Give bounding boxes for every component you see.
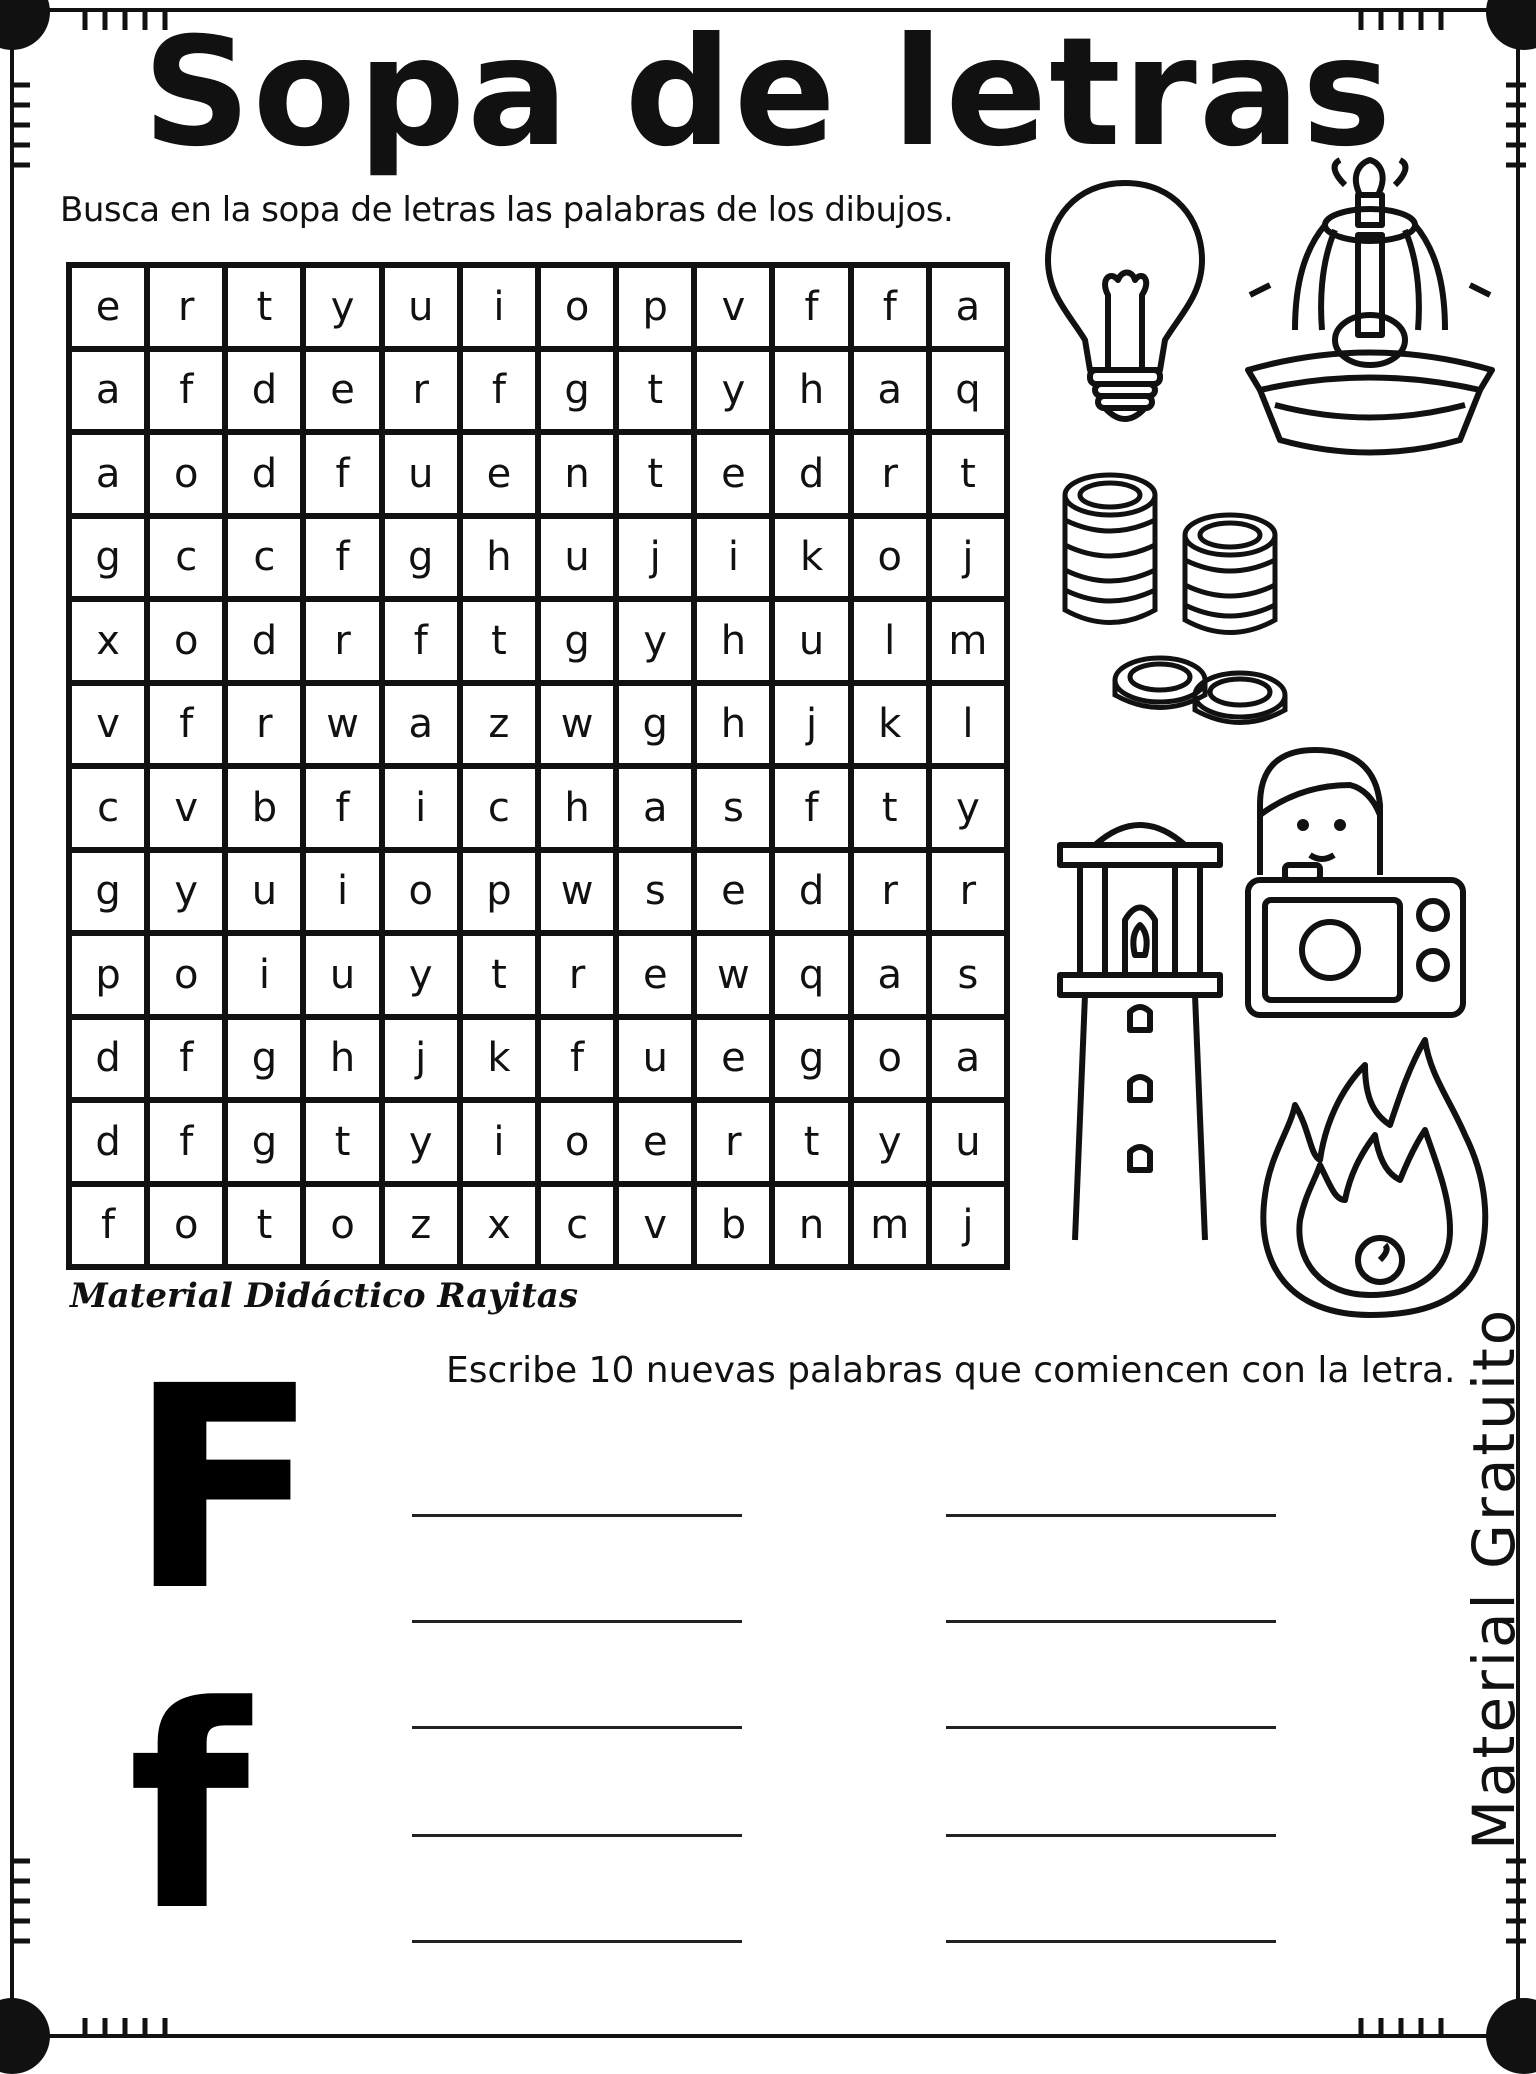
fountain-icon [1240,155,1500,469]
grid-cell[interactable]: x [72,602,144,680]
grid-cell[interactable]: u [385,435,457,513]
grid-cell[interactable]: y [385,1103,457,1181]
grid-cell[interactable]: w [541,853,613,931]
grid-cell[interactable]: q [932,352,1004,430]
grid-cell[interactable]: t [619,435,691,513]
grid-cell[interactable]: s [932,936,1004,1014]
grid-cell[interactable]: d [228,602,300,680]
grid-cell[interactable]: o [854,1020,926,1098]
grid-cell[interactable]: f [306,769,378,847]
grid-cell[interactable]: y [150,853,222,931]
grid-cell[interactable]: f [854,268,926,346]
grid-cell[interactable]: a [619,769,691,847]
grid-cell[interactable]: e [463,435,535,513]
grid-cell[interactable]: f [306,435,378,513]
grid-cell[interactable]: d [72,1103,144,1181]
grid-cell[interactable]: c [541,1187,613,1265]
grid-cell[interactable]: b [697,1187,769,1265]
grid-cell[interactable]: f [385,602,457,680]
grid-cell[interactable]: d [228,435,300,513]
grid-cell[interactable]: t [619,352,691,430]
writing-line[interactable] [412,1620,742,1623]
grid-cell[interactable]: t [854,769,926,847]
grid-cell[interactable]: p [619,268,691,346]
grid-cell[interactable]: o [150,602,222,680]
fire-icon [1250,1035,1495,1324]
grid-cell[interactable]: o [541,268,613,346]
grid-cell[interactable]: r [854,435,926,513]
grid-cell[interactable]: z [385,1187,457,1265]
grid-cell[interactable]: l [854,602,926,680]
grid-cell[interactable]: u [932,1103,1004,1181]
grid-cell[interactable]: a [72,435,144,513]
grid-cell[interactable]: f [150,352,222,430]
grid-cell[interactable]: i [463,1103,535,1181]
grid-cell[interactable]: m [932,602,1004,680]
grid-cell[interactable]: i [697,519,769,597]
side-watermark-text: Material Gratuito [1460,1306,1528,1850]
grid-cell[interactable]: o [854,519,926,597]
grid-cell[interactable]: t [306,1103,378,1181]
border-ticks [10,1856,32,1946]
grid-cell[interactable]: s [697,769,769,847]
grid-cell[interactable]: y [385,936,457,1014]
letter-uppercase: F [128,1327,320,1653]
grid-cell[interactable]: j [932,519,1004,597]
grid-cell[interactable]: f [150,1020,222,1098]
grid-cell[interactable]: r [306,602,378,680]
grid-cell[interactable]: e [697,435,769,513]
grid-cell[interactable]: j [619,519,691,597]
chips-icon [1055,470,1295,739]
grid-cell[interactable]: w [306,686,378,764]
grid-cell[interactable]: v [619,1187,691,1265]
grid-cell[interactable]: t [463,602,535,680]
letter-lowercase: f [128,1647,250,1973]
grid-cell[interactable]: g [619,686,691,764]
writing-line[interactable] [412,1726,742,1729]
grid-cell[interactable]: y [619,602,691,680]
writing-line[interactable] [412,1940,742,1943]
grid-cell[interactable]: i [463,268,535,346]
grid-cell[interactable]: p [463,853,535,931]
grid-cell[interactable]: o [150,1187,222,1265]
grid-cell[interactable]: r [150,268,222,346]
grid-cell[interactable]: r [854,853,926,931]
grid-cell[interactable]: m [854,1187,926,1265]
grid-cell[interactable]: v [72,686,144,764]
grid-cell[interactable]: k [854,686,926,764]
write-instruction: Escribe 10 nuevas palabras que comiencen con la letra. [446,1350,1456,1391]
grid-cell[interactable]: c [72,769,144,847]
grid-cell[interactable]: h [775,352,847,430]
grid-cell[interactable]: z [463,686,535,764]
grid-cell[interactable]: h [541,769,613,847]
grid-cell[interactable]: o [385,853,457,931]
grid-cell[interactable]: g [72,853,144,931]
grid-cell[interactable]: a [72,352,144,430]
grid-cell[interactable]: f [463,352,535,430]
grid-cell[interactable]: e [619,936,691,1014]
grid-cell[interactable]: t [775,1103,847,1181]
grid-cell[interactable]: t [932,435,1004,513]
lightbulb-icon [1040,175,1210,439]
grid-cell[interactable]: c [150,519,222,597]
grid-cell[interactable]: t [463,936,535,1014]
writing-line[interactable] [412,1834,742,1837]
border-ticks [1504,1856,1526,1946]
grid-cell[interactable]: i [385,769,457,847]
grid-cell[interactable]: c [463,769,535,847]
grid-cell[interactable]: g [228,1103,300,1181]
grid-cell[interactable]: t [228,268,300,346]
grid-cell[interactable]: e [697,1020,769,1098]
grid-cell[interactable]: v [150,769,222,847]
grid-cell[interactable]: n [541,435,613,513]
grid-cell[interactable]: l [932,686,1004,764]
grid-cell[interactable]: j [775,686,847,764]
grid-cell[interactable]: u [228,853,300,931]
grid-cell[interactable]: h [697,686,769,764]
grid-cell[interactable]: d [72,1020,144,1098]
writing-line[interactable] [412,1514,742,1517]
grid-cell[interactable]: d [775,853,847,931]
grid-cell[interactable]: r [932,853,1004,931]
grid-cell[interactable]: e [619,1103,691,1181]
grid-cell[interactable]: n [775,1187,847,1265]
grid-cell[interactable]: e [72,268,144,346]
grid-cell[interactable]: y [306,268,378,346]
grid-cell[interactable]: r [541,936,613,1014]
grid-cell[interactable]: d [228,352,300,430]
grid-cell[interactable]: f [150,686,222,764]
grid-cell[interactable]: a [932,268,1004,346]
grid-cell[interactable]: g [72,519,144,597]
grid-cell[interactable]: v [697,268,769,346]
grid-cell[interactable]: e [697,853,769,931]
grid-cell[interactable]: y [697,352,769,430]
grid-cell[interactable]: e [306,352,378,430]
grid-cell[interactable]: u [775,602,847,680]
grid-cell[interactable]: f [150,1103,222,1181]
grid-cell[interactable]: o [150,435,222,513]
grid-cell[interactable]: p [72,936,144,1014]
search-instruction: Busca en la sopa de letras las palabras de los dibujos. [60,190,954,230]
grid-cell[interactable]: c [228,519,300,597]
grid-cell[interactable]: j [932,1187,1004,1265]
writing-line[interactable] [946,1620,1276,1623]
grid-cell[interactable]: i [306,853,378,931]
grid-cell[interactable]: a [932,1020,1004,1098]
grid-cell[interactable]: d [775,435,847,513]
grid-cell[interactable]: o [541,1103,613,1181]
grid-cell[interactable]: g [541,602,613,680]
word-search-grid [66,262,1010,1270]
grid-cell[interactable]: g [228,1020,300,1098]
grid-cell[interactable]: k [775,519,847,597]
writing-line[interactable] [946,1726,1276,1729]
grid-cell[interactable]: f [775,268,847,346]
page-title: Sopa de letras [142,6,1394,180]
grid-cell[interactable]: w [541,686,613,764]
grid-cell[interactable]: s [619,853,691,931]
lighthouse-icon [1050,800,1230,1254]
grid-cell[interactable]: g [385,519,457,597]
grid-cell[interactable]: f [72,1187,144,1265]
grid-cell[interactable]: y [932,769,1004,847]
writing-line[interactable] [946,1940,1276,1943]
grid-cell[interactable]: u [541,519,613,597]
grid-cell[interactable]: t [228,1187,300,1265]
grid-cell[interactable]: u [306,936,378,1014]
border-ticks [1356,2016,1446,2038]
grid-cell[interactable]: x [463,1187,535,1265]
writing-line[interactable] [946,1514,1276,1517]
credit-text: Material Didáctico Rayitas [70,1276,578,1316]
grid-cell[interactable]: a [854,936,926,1014]
grid-cell[interactable]: r [697,1103,769,1181]
grid-cell[interactable]: w [697,936,769,1014]
grid-cell[interactable]: a [854,352,926,430]
grid-cell[interactable]: j [385,1020,457,1098]
grid-cell[interactable]: a [385,686,457,764]
grid-cell[interactable]: i [228,936,300,1014]
grid-cell[interactable]: g [541,352,613,430]
grid-cell[interactable]: y [854,1103,926,1181]
grid-cell[interactable]: q [775,936,847,1014]
grid-cell[interactable]: f [541,1020,613,1098]
grid-cell[interactable]: o [306,1187,378,1265]
grid-cell[interactable]: h [306,1020,378,1098]
grid-cell[interactable]: f [306,519,378,597]
grid-cell[interactable]: b [228,769,300,847]
writing-line[interactable] [946,1834,1276,1837]
grid-cell[interactable]: f [775,769,847,847]
grid-cell[interactable]: u [619,1020,691,1098]
camera-icon [1240,745,1470,1024]
grid-cell[interactable]: u [385,268,457,346]
grid-cell[interactable]: o [150,936,222,1014]
grid-cell[interactable]: r [385,352,457,430]
grid-cell[interactable]: h [697,602,769,680]
grid-cell[interactable]: k [463,1020,535,1098]
grid-cell[interactable]: h [463,519,535,597]
grid-cell[interactable]: r [228,686,300,764]
border-ticks [80,2016,170,2038]
grid-cell[interactable]: g [775,1020,847,1098]
